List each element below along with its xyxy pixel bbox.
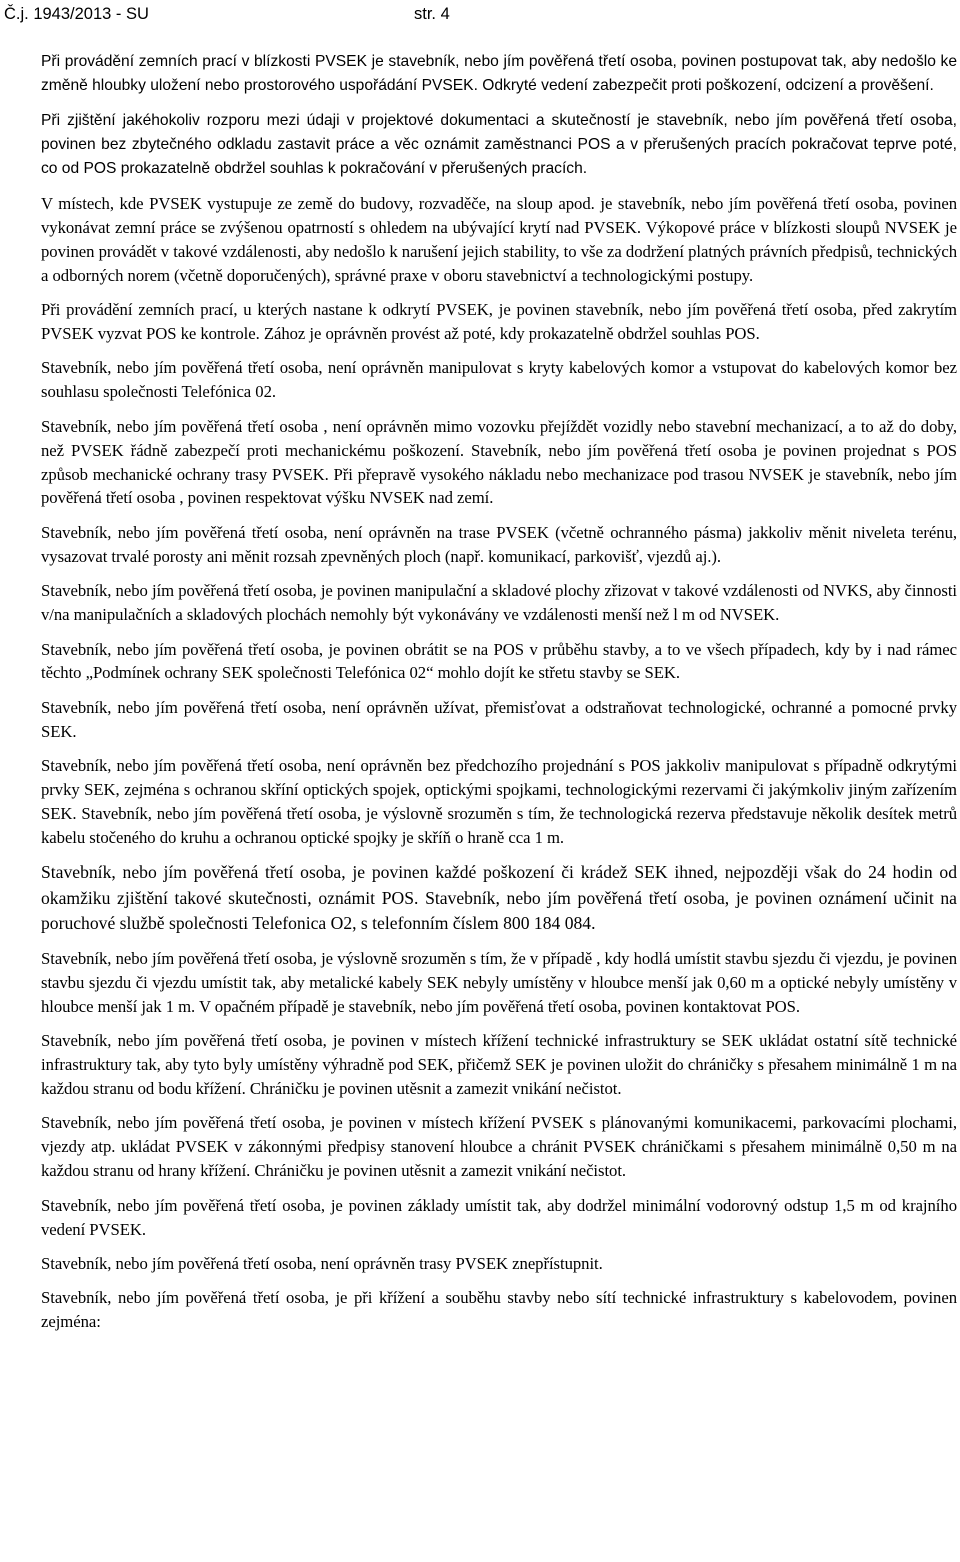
paragraph: Stavebník, nebo jím pověřená třetí osoba, není oprávněn na trase PVSEK (včetně ochranného pásma) jakkoliv měnit niveleta terénu, vysazovat trvalé porosty ani měnit rozsah zpevněných ploch (např. komunikací, parkovišť, vjezdů aj.).	[41, 522, 957, 566]
document-body	[41, 50, 957, 1345]
paragraph: Při zjištění jakéhokoliv rozporu mezi údaji v projektové dokumentaci a skutečností je stavebník, nebo jím pověřená třetí osoba, povinen bez zbytečného odkladu zastavit práce a věc oznámit zaměstnanci POS a v přerušených pracích pokračovat teprve poté, co od POS prokazatelně obdržel souhlas k pokračování v přerušených pracích.	[41, 111, 957, 178]
paragraph: Stavebník, nebo jím pověřená třetí osoba, je povinen manipulační a skladové plochy zřizovat v takové vzdálenosti od NVKS, aby činnosti v/na manipulačních a skladových plochách nemohly být vykonávány ve vzdálenosti menší než l m od NVSEK.	[41, 581, 957, 625]
page-header	[0, 0, 960, 24]
paragraph: Stavebník, nebo jím pověřená třetí osoba, je povinen v místech křížení PVSEK s plánovanými komunikacemi, parkovacími plochami, vjezdy atp. ukládat PVSEK v zákonnými předpisy stanovení hloubce a chránit PVSEK chráničkami s přesahem minimálně 0,50 m na každou stranu od hrany křížení. Chráničku je povinen utěsnit a zamezit vnikání nečistot.	[41, 1113, 957, 1181]
case-reference: Č.j. 1943/2013 - SU	[4, 5, 149, 23]
paragraph: Při provádění zemních prací v blízkosti PVSEK je stavebník, nebo jím pověřená třetí osoba, povinen postupovat tak, aby nedošlo ke změně hloubky uložení nebo prostorového uspořádání PVSEK. Odkryté vedení zabezpečit proti poškození, odcizení a prověšení.	[41, 53, 957, 95]
paragraph: Stavebník, nebo jím pověřená třetí osoba, je povinen obrátit se na POS v průběhu stavby, a to ve všech případech, kdy by i nad rámec těchto „Podmínek ochrany SEK společnosti Telefónica 02“ mohlo dojít ke střetu stavby se SEK.	[41, 639, 957, 683]
paragraph: Stavebník, nebo jím pověřená třetí osoba, je povinen v místech křížení technické infrastruktury se SEK ukládat ostatní sítě technické infrastruktury tak, aby tyto byly umístěny výhradně pod SEK, přičemž SEK je povinen uložit do chráničky s přesahem minimálně 1 m na každou stranu od bodu křížení. Chráničku je povinen utěsnit a zamezit vnikání nečistot.	[41, 1031, 957, 1099]
paragraph: Při provádění zemních prací, u kterých nastane k odkrytí PVSEK, je povinen stavebník, nebo jím pověřená třetí osoba, před zakrytím PVSEK vyzvat POS ke kontrole. Zához je oprávněn provést až poté, kdy prokazatelně obdržel souhlas POS.	[41, 300, 957, 344]
paragraph: Stavebník, nebo jím pověřená třetí osoba, není oprávněn užívat, přemisťovat a odstraňovat technologické, ochranné a pomocné prvky SEK.	[41, 697, 957, 741]
paragraph: Stavebník, nebo jím pověřená třetí osoba, není oprávněn manipulovat s kryty kabelových komor a vstupovat do kabelových komor bez souhlasu společnosti Telefónica 02.	[41, 358, 957, 402]
paragraph: Stavebník, nebo jím pověřená třetí osoba, je při křížení a souběhu stavby nebo sítí technické infrastruktury s kabelovodem, povinen zejména:	[41, 1288, 957, 1332]
paragraph: V místech, kde PVSEK vystupuje ze země do budovy, rozvaděče, na sloup apod. je stavebník, nebo jím pověřená třetí osoba, povinen vykonávat zemní práce se zvýšenou opatrností s ohledem na ubývající krytí nad PVSEK. Výkopové práce v blízkosti sloupů NVSEK je povinen provádět v takové vzdálenosti, aby nedošlo k narušení jejich stability, to vše za dodržení platných právních předpisů, technických a odborných norem (včetně doporučených), správné praxe v oboru stavebnictví a technologickými postupy.	[41, 194, 957, 285]
paragraph: Stavebník, nebo jím pověřená třetí osoba, není oprávněn bez předchozího projednání s POS jakkoliv manipulovat s případně odkrytými prvky SEK, zejména s ochranou skříní optických spojek, optickými spojkami, technologickými rezervami či jakýmkoliv jiným zařízením SEK. Stavebník, nebo jím pověřená třetí osoba, je výslovně srozuměn s tím, že technologická rezerva představuje několik desítek metrů kabelu stočeného do kruhu a ochranou optické spojky je skříň o hraně cca 1 m.	[41, 756, 957, 847]
paragraph: Stavebník, nebo jím pověřená třetí osoba, je povinen každé poškození či krádež SEK ihned, nejpozději však do 24 hodin od okamžiku zjištění takové skutečnosti, oznámit POS. Stavebník, nebo jím pověřená třetí osoba, je povinen oznámení učinit na poruchové službě společnosti Telefonica O2, s telefonním číslem 800 184 084.	[41, 862, 957, 934]
paragraph: Stavebník, nebo jím pověřená třetí osoba, není oprávněn trasy PVSEK znepřístupnit.	[41, 1253, 603, 1273]
page-number: str. 4	[414, 5, 450, 23]
paragraph: Stavebník, nebo jím pověřená třetí osoba , není oprávněn mimo vozovku přejíždět vozidly nebo stavební mechanizací, a to až do doby, než PVSEK řádně zabezpečí proti mechanickému poškození. Stavebník, nebo jím pověřená třetí osoba je povinen projednat s POS způsob mechanické ochrany trasy PVSEK. Při přepravě vysokého nákladu nebo mechanizace pod trasou NVSEK je stavebník, nebo jím pověřená třetí osoba , povinen respektovat výšku NVSEK nad zemí.	[41, 416, 957, 508]
paragraph: Stavebník, nebo jím pověřená třetí osoba, je povinen základy umístit tak, aby dodržel minimální vodorovný odstup 1,5 m od krajního vedení PVSEK.	[41, 1195, 957, 1239]
paragraph: Stavebník, nebo jím pověřená třetí osoba, je výslovně srozuměn s tím, že v případě , kdy hodlá umístit stavbu sjezdu či vjezdu, je povinen stavbu sjezdu či vjezdu umístit tak, aby metalické kabely SEK nebyly umístěny v hloubce menší jak 0,60 m a optické nebyly umístěny v hloubce menší jak 1 m. V opačném případě je stavebník, nebo jím pověřená třetí osoba, povinen kontaktovat POS.	[41, 948, 957, 1016]
